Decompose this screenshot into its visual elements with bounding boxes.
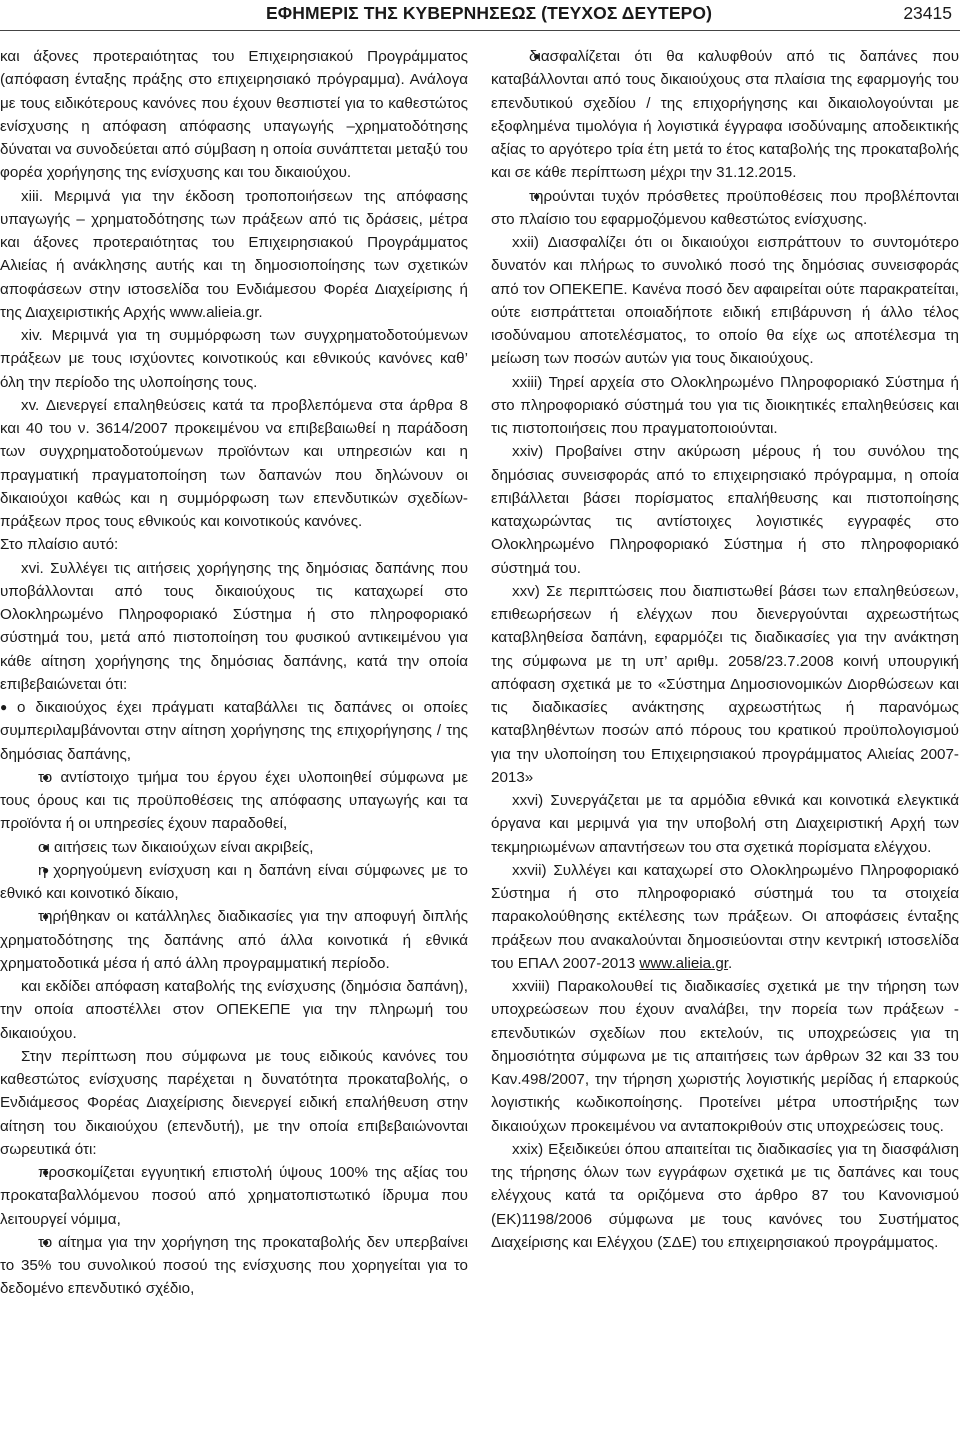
paragraph: Στο πλαίσιο αυτό: — [0, 536, 119, 554]
paragraph-xxv: xxv) Σε περιπτώσεις που διαπιστωθεί βάσει των επαληθεύσεων, επιθεωρήσεων ή ελέγχων που διενεργούνται αχρεωστήτως καταβληθείσα δαπάνη, εφαρμόζει τις διαδικασίες για την ανάκτηση της σύμφωνα με τη υπ’ αριθμ. 2058/23.7.2008 κοινή υπουργική απόφαση σχετικά με το «Σύστημα Δημοσιονομικών Διορθώσεων και τις διαδικασίες ανάκτησης αχρεωστήτως ή παρανόμως καταβληθέντων ποσών από πόρους του κρατικού προϋπολογισμού για την υλοποίηση του Επιχειρησιακού προγράμματος Αλιείας 2007-2013» — [491, 582, 959, 786]
alieia-link[interactable]: www.alieia.gr — [639, 954, 729, 972]
paragraph-xiii: xiii. Μεριμνά για την έκδοση τροποποιήσεων της απόφασης υπαγωγής – χρηματοδότησης των πράξεων από τις δράσεις, μέτρα και άξονες προτεραιότητας του Επιχειρησιακού Προγράμματος Αλιείας ή ανάκλησης αυτής και τη δημοσιοποίησης των σχετικών αποφάσεων στην ιστοσελίδα του Ενδιάμεσου Φορέα Διαχείρισης ή της Διαχειριστικής Αρχής www.alieia.gr. — [0, 187, 468, 321]
left-column — [0, 45, 468, 1301]
paragraph-xxviii: xxviii) Παρακολουθεί τις διαδικασίες σχετικά με την τήρηση των υποχρεώσεων που έχουν αναλάβει, την πορεία των πράξεων - επενδυτικών σχεδίων που εκτελούν, τις υποχρεώσεις για τη δημοσιότητα σύμφωνα με τις απαιτήσεις των άρθρων 32 και 33 του Καν.498/2007, την τήρηση χωριστής λογιστικής μερίδας ή επαρκούς λογιστικής κωδικοποίησης. Προτείνει μέτρα υποστήριξης των δικαιούχων προκειμένου να ανταποκριθούν στις υποχρεώσεις τους. — [491, 978, 959, 1135]
bullet-item: ● τηρήθηκαν οι κατάλληλες διαδικασίες για την αποφυγή διπλής χρηματοδότησης της δαπάνης από άλλα κοινοτικά ή εθνικά χρηματοδοτικά μέσα ή από άλλη προγραμματική περίοδο. — [0, 905, 468, 975]
paragraph-xxvii: xxvii) Συλλέγει και καταχωρεί στο Ολοκληρωμένο Πληροφοριακό Σύστημα ή στο πληροφοριακό σύστημά του τα στοιχεία παρακολούθησης εκτέλεσης των πράξεων. Οι αποφάσεις ένταξης πράξεων που ανακαλούνται δημοσιεύονται στην κεντρική ιστοσελίδα του ΕΠΑΛ 2007-2013 www.alieia.gr. — [491, 861, 959, 972]
paragraph-xv: xv. Διενεργεί επαληθεύσεις κατά τα προβλεπόμενα στα άρθρα 8 και 40 του ν. 3614/2007 προκειμένου να επιβεβαιωθεί η παράδοση των συγχρηματοδοτούμενων προϊόντων και υπηρεσιών και η πραγματική πραγματοποίηση των δαπανών που δηλώνουν οι δικαιούχοι καθώς και η συμμόρφωση των επενδυτικών σχεδίων-πράξεων προς τους εθνικούς και κοινοτικούς κανόνες. — [0, 396, 468, 530]
gazette-title: ΕΦΗΜΕΡΙΣ ΤΗΣ ΚΥΒΕΡΝΗΣΕΩΣ (ΤΕΥΧΟΣ ΔΕΥΤΕΡΟ) — [266, 3, 713, 23]
paragraph: και εκδίδει απόφαση καταβολής της ενίσχυσης (δημόσια δαπάνη), την οποία αποστέλλει στον ΟΠΕΚΕΠΕ για την πληρωμή του δικαιούχου. — [0, 978, 468, 1042]
paragraph-xxiv: xxiv) Προβαίνει στην ακύρωση μέρους ή του συνόλου της δημόσιας συνεισφοράς από το επιχειρησιακό πρόγραμμα, η οποία επιβάλλεται βάσει πορίσματος επαλήθευσης και πιστοποίησης καταχωρώντας τις αντίστοιχες λογιστικές εγγραφές στο Ολοκληρωμένο Πληροφοριακό Σύστημα ή στο πληροφοριακό σύστημά του. — [491, 443, 959, 577]
paragraph-xxvi: xxvi) Συνεργάζεται με τα αρμόδια εθνικά και κοινοτικά ελεγκτικά όργανα και μεριμνά για την υποβολή στη Διαχειριστική Αρχή των τεκμηριωμένων απαντήσεων του στα σχετικά πορίσματα ελέγχου. — [491, 792, 959, 856]
paragraph-xxvii-text: xxvii) Συλλέγει και καταχωρεί στο Ολοκληρωμένο Πληροφοριακό Σύστημα ή στο πληροφοριακό σύστημά του τα στοιχεία παρακολούθησης εκτέλεσης των πράξεων. Οι αποφάσεις ένταξης πράξεων που ανακαλούνται δημοσιεύονται στην κεντρική ιστοσελίδα του ΕΠΑΛ 2007-2013 — [491, 861, 959, 972]
bullet-item: ● το αίτημα για την χορήγηση της προκαταβολής δεν υπερβαίνει το 35% του συνολικού ποσού της ενίσχυσης που χορηγείται για το δεδομένο επενδυτικό σχέδιο, — [0, 1231, 468, 1301]
paragraph-xxix: xxix) Εξειδικεύει όπου απαιτείται τις διαδικασίες για τη διασφάλιση της τήρησης όλων των εγγράφων σχετικά με τις δαπάνες και τους ελέγχους κατά τα οριζόμενα στο άρθρο 87 του Κανονισμού (ΕΚ)1198/2006 σύμφωνα με τους κανόνες του Συστήματος Διαχείρισης και Ελέγχου (ΣΔΕ) του επιχειρησιακού προγράμματος. — [491, 1140, 959, 1251]
paragraph-xxii: xxii) Διασφαλίζει ότι οι δικαιούχοι εισπράττουν το συντομότερο δυνατόν και πλήρως το συνολικό ποσό της δημόσιας συνεισφοράς από τον ΟΠΕΚΕΠΕ. Κανένα ποσό δεν αφαιρείται ούτε παρακρατείται, ούτε εισπράττεται οποιαδήποτε ειδική επιβάρυνση ή άλλο τέλος ισοδύναμου αποτελέσματος, το οποίο θα είχε ως αποτέλεσμα τη μείωση των ποσών αυτών για τους δικαιούχους. — [491, 234, 959, 368]
bullet-item: ● τηρούνται τυχόν πρόσθετες προϋποθέσεις που προβλέπονται στο πλαίσιο του εφαρμοζόμενου καθεστώτος ενίσχυσης. — [491, 185, 959, 232]
header-divider — [0, 30, 960, 31]
bullet-item: ● το αντίστοιχο τμήμα του έργου έχει υλοποιηθεί σύμφωνα με τους όρους και τις προϋποθέσεις της απόφασης υπαγωγής και τα προϊόντα ή οι υπηρεσίες έχουν παραδοθεί, — [0, 766, 468, 836]
bullet-item: ● η χορηγούμενη ενίσχυση και η δαπάνη είναι σύμφωνες με το εθνικό και κοινοτικό δίκαιο, — [0, 859, 468, 906]
bullet-item: ● ο δικαιούχος έχει πράγματι καταβάλλει τις δαπάνες οι οποίες συμπεριλαμβάνονται στην αίτηση χορήγησης της επιχορήγησης / της δημόσιας δαπάνης, — [0, 696, 468, 766]
paragraph-xiv: xiv. Μεριμνά για τη συμμόρφωση των συγχρηματοδοτούμενων πράξεων με τους ισχύοντες κοινοτικούς και εθνικούς κανόνες καθ’ όλη την περίοδο της υλοποίησης τους. — [0, 327, 468, 391]
bullet-item: ● οι αιτήσεις των δικαιούχων είναι ακριβείς, — [0, 836, 468, 859]
paragraph: και άξονες προτεραιότητας του Επιχειρησιακού Προγράμματος (απόφαση ένταξης πράξης στο επιχειρησιακό πρόγραμμα). Ανάλογα με τους ειδικότερους κανόνες που έχουν θεσπιστεί για το καθεστώτος ενίσχυσης η απόφαση απόφασης υπαγωγής –χρηματοδότησης δύναται να συνοδεύεται από σύμβαση η οποία συνάπτεται μεταξύ του φορέα χορήγησης της ενίσχυσης και του δικαιούχου. — [0, 48, 468, 182]
right-column — [491, 45, 959, 1254]
page-number: 23415 — [903, 3, 952, 23]
bullet-item: ● διασφαλίζεται ότι θα καλυφθούν από τις δαπάνες που καταβάλλονται από τους δικαιούχους στα πλαίσια της εφαρμογής του επενδυτικού σχεδίου / της επιχορήγησης και δικαιολογούνται με εξοφλημένα τιμολόγια ή λογιστικά έγγραφα ισοδύναμης αποδεικτικής αξίας το αργότερο τρία έτη μετά το έτος καταβολής της προκαταβολής και σε κάθε περίπτωση μέχρι την 31.12.2015. — [491, 45, 959, 185]
bullet-item: ● προσκομίζεται εγγυητική επιστολή ύψους 100% της αξίας του προκαταβαλλόμενου ποσού από χρηματοπιστωτικό ίδρυμα που λειτουργεί νόμιμα, — [0, 1161, 468, 1231]
page-header — [0, 0, 960, 34]
paragraph-xxiii: xxiii) Τηρεί αρχεία στο Ολοκληρωμένο Πληροφοριακό Σύστημα ή στο πληροφοριακό σύστημά του για τις διοικητικές επαληθεύσεις και τις πιστοποιήσεις που πραγματοποιούνται. — [491, 373, 959, 437]
paragraph: Στην περίπτωση που σύμφωνα με τους ειδικούς κανόνες του καθεστώτος ενίσχυσης παρέχεται η δυνατότητα προκαταβολής, ο Ενδιάμεσος Φορέας Διαχείρισης διενεργεί ειδική επαλήθευση στην αίτηση του δικαιούχου (επενδυτή), με την οποία επιβεβαιώνονται σωρευτικά ότι: — [0, 1047, 468, 1158]
paragraph-xvi: xvi. Συλλέγει τις αιτήσεις χορήγησης της δημόσιας δαπάνης που υποβάλλονται από τους δικαιούχους τις καταχωρεί στο Ολοκληρωμένο Πληροφοριακό Σύστημα ή στο πληροφοριακό σύστημά του, μετά από πιστοποίηση του φυσικού αντικειμένου για κάθε αίτηση χορήγησης της δημόσιας δαπάνης, κατά την οποία επιβεβαιώνεται ότι: — [0, 559, 468, 693]
